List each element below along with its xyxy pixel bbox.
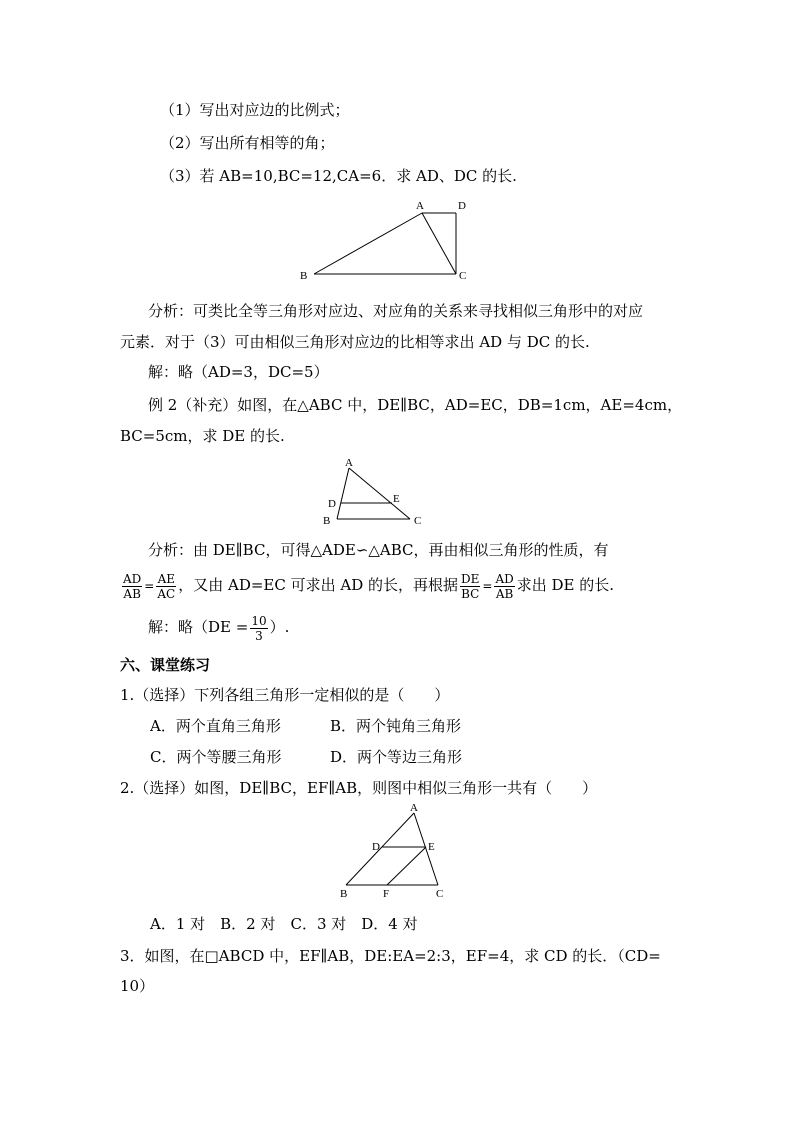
solution-1: 解：略（AD=3，DC=5） [148, 363, 329, 381]
fraction-den: AC [157, 586, 176, 601]
label-a: A [345, 457, 353, 469]
exercise-1-option-a: A．两个直角三角形 [150, 717, 281, 735]
label-b: B [323, 515, 331, 527]
label-e: E [428, 841, 435, 853]
example-2-line-2: BC=5cm，求 DE 的长. [120, 427, 285, 445]
fraction-den: AB [495, 586, 514, 601]
label-c: C [459, 270, 467, 282]
fraction-num: AE [157, 571, 175, 586]
fraction-num: 10 [251, 613, 267, 628]
exercise-3-line-1: 3．如图，在□ABCD 中，EF∥AB，DE:EA=2:3，EF=4，求 CD 的长．（CD= [120, 947, 661, 965]
analysis-1-line-1: 分析：可类比全等三角形对应边、对应角的关系来寻找相似三角形中的对应 [148, 302, 644, 320]
line-ac [349, 468, 410, 519]
label-b: B [340, 888, 348, 900]
example-2-line-1: 例 2（补充）如图，在△ABC 中，DE∥BC，AD=EC，DB=1cm，AE=4cm， [148, 396, 683, 414]
analysis-1-line-2: 元素．对于（3）可由相似三角形对应边的比相等求出 AD 与 DC 的长. [120, 333, 590, 351]
solution-2 [148, 610, 289, 644]
fraction-den: 3 [255, 628, 263, 643]
label-c: C [414, 515, 422, 527]
label-c: C [436, 888, 444, 900]
line-ab [346, 813, 414, 885]
exercise-2-options: A．1 对 B．2 对 C．3 对 D．4 对 [150, 915, 418, 933]
equals-sign: = [482, 579, 493, 593]
label-a: A [416, 200, 424, 212]
line-ab [337, 468, 349, 519]
line-ef [387, 847, 426, 885]
fraction-den: AB [123, 586, 141, 601]
question-part-3: （3）若 AB=10,BC=12,CA=6．求 AD、DC 的长. [160, 167, 517, 185]
section-title: 六、课堂练习 [120, 656, 211, 674]
solution-2-suffix: ）. [269, 618, 290, 636]
fraction-10-3 [250, 614, 267, 643]
fraction-num: AD [495, 571, 514, 586]
figure-3 [330, 800, 460, 905]
label-a: A [410, 802, 418, 814]
label-d: D [372, 841, 380, 853]
fraction-ad-ab [122, 572, 142, 601]
analysis-2-line-1: 分析：由 DE∥BC，可得△ADE∽△ABC，再由相似三角形的性质，有 [148, 541, 609, 559]
exercise-3-line-2: 10） [120, 977, 155, 995]
fraction-de-bc [460, 572, 480, 601]
question-part-2: （2）写出所有相等的角； [160, 134, 335, 152]
solution-2-prefix: 解：略（DE = [148, 618, 249, 636]
fraction-num: DE [461, 571, 480, 586]
exercise-1-option-c: C．两个等腰三角形 [150, 748, 282, 766]
exercise-1-option-b: B．两个钝角三角形 [330, 717, 462, 735]
exercise-1: 1.（选择）下列各组三角形一定相似的是（ ） [120, 686, 450, 704]
figure-2 [318, 452, 433, 530]
analysis-2-mid-text: ，又由 AD=EC 可求出 AD 的长，再根据 [178, 576, 459, 594]
figure-1 [290, 195, 480, 285]
label-b: B [300, 270, 308, 282]
label-d: D [458, 200, 466, 212]
label-d: D [328, 498, 336, 510]
exercise-1-option-d: D．两个等边三角形 [330, 748, 463, 766]
line-ac [422, 213, 456, 274]
analysis-2-line-2 [120, 568, 614, 603]
question-part-1: （1）写出对应边的比例式； [160, 101, 350, 119]
fraction-num: AD [123, 571, 142, 586]
label-e: E [393, 493, 400, 505]
label-f: F [383, 888, 390, 900]
fraction-den: BC [461, 586, 480, 601]
fraction-ae-ac [156, 572, 176, 601]
exercise-2: 2.（选择）如图，DE∥BC，EF∥AB，则图中相似三角形一共有（ ） [120, 779, 598, 797]
fraction-ad-ab-2 [494, 572, 514, 601]
analysis-2-end-text: 求出 DE 的长. [516, 576, 615, 594]
equals-sign: = [144, 579, 155, 593]
line-ab [314, 213, 422, 274]
